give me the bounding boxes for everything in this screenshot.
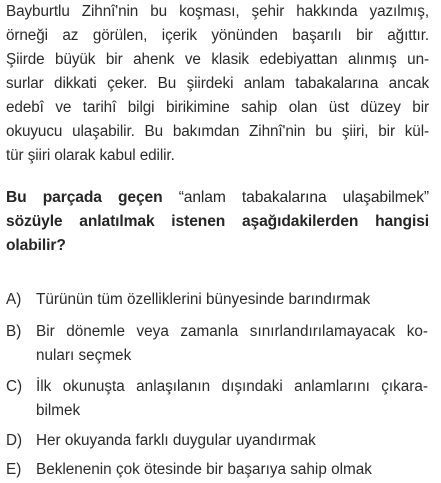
- passage-line: edebî ve tarihî bilgi birikimine sahip olan üst düzey bir: [6, 99, 429, 116]
- option-text: Her okuyanda farklı duygular uyandırmak: [36, 432, 316, 449]
- passage-line: Bayburtlu Zihnî'nin bu koşması, şehir hakkında yazılmış,: [6, 3, 429, 20]
- option-text: nuları seçmek: [36, 347, 132, 364]
- option-letter: A): [6, 291, 22, 308]
- question-line-1: [6, 188, 429, 208]
- option-letter: E): [6, 461, 22, 478]
- passage-line: örneği az görülen, içerik yönünden başarılı bir ağıttır.: [6, 27, 429, 44]
- passage-line: okuyucu ulaşabilir. Bu bakımdan Zihnî'nin bu şiiri, bir kül-: [6, 123, 429, 140]
- question-text: Bu parçada geçen: [6, 189, 163, 206]
- option-text: Bir dönemle veya zamanla sınırlandırılamayacak ko-: [36, 323, 428, 340]
- option-text: Beklenenin çok ötesinde bir başarıya sahip olmak: [36, 461, 372, 478]
- passage-line: tür şiiri olarak kabul edilir.: [6, 147, 175, 164]
- question-line-2: sözüyle anlatılmak istenen aşağıdakilerden hangisi: [6, 213, 429, 230]
- option-letter: B): [6, 323, 22, 340]
- passage-line: surlar dikkati çeker. Bu şiirdeki anlam tabakalarına ancak: [6, 75, 429, 92]
- question-line-3: olabilir?: [6, 237, 66, 254]
- option-text: İlk okunuşta anlaşılanın dışındaki anlamlarını çıkara-: [36, 378, 428, 395]
- option-letter: C): [6, 378, 23, 395]
- option-letter: D): [6, 432, 23, 449]
- option-text: Türünün tüm özelliklerini bünyesinde barındırmak: [36, 291, 371, 308]
- quoted-phrase: “anlam tabakalarına ulaşabilmek”: [178, 189, 429, 206]
- passage-line: Şiirde büyük bir ahenk ve klasik edebiyattan alınmış un-: [6, 51, 429, 68]
- option-text: bilmek: [36, 402, 81, 419]
